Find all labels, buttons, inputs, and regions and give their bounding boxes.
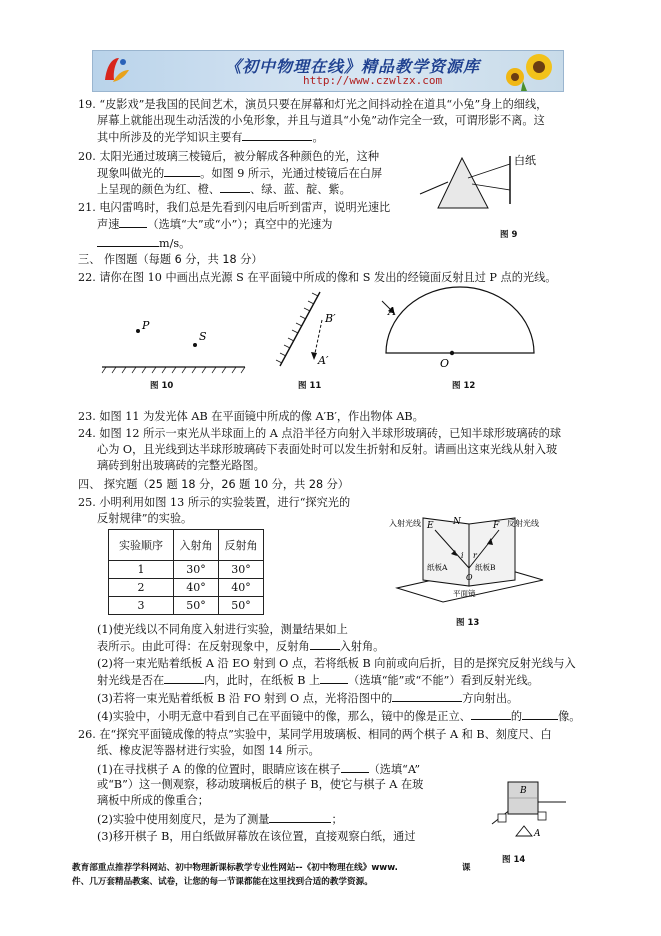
q20-text-3: 上呈现的颜色为红、橙、 (97, 183, 221, 196)
q21-blank-2[interactable] (97, 235, 159, 247)
q26-blank-1[interactable] (341, 761, 369, 773)
figure-14 (488, 768, 568, 848)
fig13-incident-label: 入射光线 (389, 519, 421, 528)
q19-line2: 屏幕上就能出现生动活泼的小兔形象，并且与道具“小兔”动作完全一致，可谓形影不离。这 (97, 114, 545, 127)
q25-part2-cont (97, 672, 539, 689)
q25-blank-4[interactable] (392, 690, 462, 702)
fig13-label-r: r (473, 551, 477, 560)
q25-part1: (1)使光线以不同角度入射进行实验，测量结果如上 (97, 623, 348, 636)
q21-unit: m/s。 (159, 237, 191, 250)
sunflower-icon (501, 51, 559, 91)
section-3-heading: 三、 作图题（每题 6 分，共 18 分） (78, 253, 263, 266)
q25-blank-6[interactable] (522, 708, 558, 720)
q26-part1-cont: 或“B”）这一侧观察，移动玻璃板后的棋子 B，使它与棋子 A 在玻 (97, 778, 424, 791)
q24-line2: 心为 O，且光线到达半球形玻璃砖下表面处时可以发生折射和反射。请画出这束光线从射入玻 (97, 443, 558, 456)
q25-text-8: (4)实验中，小明无意中看到自己在平面镜中的像，那么，镜中的像是正立、 (97, 710, 471, 723)
q19-line3 (97, 129, 324, 146)
q25-text-9: 的 (510, 710, 523, 723)
table-cell: 50° (174, 597, 219, 615)
fig13-board-a: 纸板A (427, 563, 448, 572)
q20-text-2: 。如图 9 所示，光通过棱镜后在白屏 (200, 167, 383, 180)
q25-part4 (97, 708, 580, 725)
q26-part2 (97, 811, 343, 828)
fig13-mirror-label: 平面镜 (453, 589, 476, 598)
fig12-caption: 图 12 (452, 381, 476, 391)
q26-text-3: (2)实验中使用刻度尺，是为了测量 (97, 813, 270, 826)
footer-text-1: 教育部重点推荐学科网站、初中物理新课标教学专业性网站--《初中物理在线》www. (72, 863, 398, 873)
fig12-label-o: O (440, 357, 450, 370)
q20-blank-1[interactable] (164, 165, 200, 177)
fig10-caption: 图 10 (150, 381, 174, 391)
site-logo-icon (99, 54, 133, 88)
fig10-point-s: S (199, 330, 207, 343)
q21-text: 声速 (97, 218, 120, 231)
fig11-caption: 图 11 (298, 381, 322, 391)
q25-text-7: 方向射出。 (462, 692, 519, 705)
table-cell: 1 (109, 561, 174, 579)
q26-text-4: ； (331, 813, 343, 826)
figure-9-prism (410, 150, 560, 235)
table-row (109, 579, 264, 597)
figure-13 (383, 510, 553, 615)
q25-text-4: 内，此时，在纸板 B 上 (204, 674, 321, 687)
table-header-cell: 入射角 (174, 530, 219, 561)
table-cell: 30° (219, 561, 264, 579)
q25-text-2: 入射角。 (339, 640, 385, 653)
fig13-label-f: F (493, 521, 500, 531)
q26-part3: (3)移开棋子 B，用白纸做屏幕放在该位置，直接观察白纸，通过 (97, 830, 416, 843)
table-cell: 2 (109, 579, 174, 597)
q25-line2: 反射规律”的实验。 (97, 512, 193, 525)
q26-line1: 26. 在“探究平面镜成像的特点”实验中，某同学用玻璃板、相同的两个棋子 A 和 B、刻度尺、白 (78, 728, 552, 741)
fig9-caption: 图 9 (500, 230, 518, 240)
table-row (109, 561, 264, 579)
q25-blank-3[interactable] (320, 672, 348, 684)
fig14-label-a: A (534, 829, 541, 839)
q20-text-4: 、绿、蓝、靛、紫。 (250, 183, 351, 196)
q25-line1: 25. 小明利用如图 13 所示的实验装置，进行“探究光的 (78, 496, 351, 509)
table-row (109, 597, 264, 615)
table-cell: 3 (109, 597, 174, 615)
q20-blank-2[interactable] (220, 181, 250, 193)
fig13-label-n: N (453, 517, 461, 527)
fig13-label-e: E (427, 521, 434, 531)
q25-part2: (2)将一束光贴着纸板 A 沿 EO 射到 O 点，若将纸板 B 向前或向后折，目的是探究反射光线与入 (97, 657, 576, 670)
q20-text: 现象叫做光的 (97, 167, 165, 180)
q26-text-2: （选填“A” (368, 763, 421, 776)
page-footer (72, 861, 612, 889)
fig11-label-a: A′ (318, 354, 329, 367)
table-cell: 40° (174, 579, 219, 597)
q25-text: 表所示。由此可得：在反射现象中，反射角 (97, 640, 310, 653)
banner-title: 《初中物理在线》精品教学资源库 (225, 57, 481, 76)
q20-line1: 20. 太阳光通过玻璃三棱镜后，被分解成各种颜色的光，这种 (78, 150, 380, 163)
q21-line1: 21. 电闪雷鸣时，我们总是先看到闪电后听到雷声，说明光速比 (78, 201, 391, 214)
q25-text-5: （选填“能”或“不能”）看到反射光线。 (348, 674, 539, 687)
q20-line2 (97, 165, 382, 182)
q26-blank-2[interactable] (269, 811, 331, 823)
q26-part1 (97, 761, 420, 778)
fig13-board-b: 纸板B (475, 563, 496, 572)
q24-line1: 24. 如图 12 所示一束光从半球面上的 A 点沿半径方向射入半球形玻璃砖，已知半球形玻璃砖的球 (78, 427, 562, 440)
q26-part1-cont2: 璃板中所成的像重合； (97, 794, 209, 807)
figure-12 (380, 283, 540, 373)
q25-text-10: 像。 (558, 710, 581, 723)
q25-text-6: (3)若将一束光贴着纸板 B 沿 FO 射到 O 点，光将沿图中的 (97, 692, 393, 705)
q19-text: 其中所涉及的光学知识主要有 (97, 131, 243, 144)
q23-text: 23. 如图 11 为发光体 AB 在平面镜中所成的像 A′B′，作出物体 AB。 (78, 410, 424, 423)
q19-line1: 19. “皮影戏”是我国的民间艺术，演员只要在屏幕和灯光之间抖动拴在道具“小兔”身上的细线， (78, 98, 548, 111)
q20-line3 (97, 181, 351, 198)
q19-text-end: 。 (312, 131, 324, 144)
footer-text-1-end: 课 (461, 863, 471, 873)
fig13-caption: 图 13 (456, 618, 480, 628)
q21-blank-1[interactable] (119, 216, 147, 228)
site-banner (92, 50, 564, 92)
footer-line2: 件、几万套精品教案、试卷，让您的每一节课都能在这里找到合适的教学资源。 (72, 877, 373, 887)
q25-text-3: 射光线是否在 (97, 674, 165, 687)
q26-line2: 纸、橡皮泥等器材进行实验，如图 14 所示。 (97, 744, 320, 757)
q25-data-table (108, 529, 264, 615)
table-cell: 40° (219, 579, 264, 597)
q25-blank-1[interactable] (310, 638, 340, 650)
q26-text: (1)在寻找棋子 A 的像的位置时，眼睛应该在棋子 (97, 763, 341, 776)
fig14-label-b: B (520, 786, 527, 796)
fig13-label-o: O (466, 573, 473, 582)
figure-11 (262, 288, 352, 378)
fig10-point-p: P (142, 319, 150, 332)
table-header-cell: 实验顺序 (109, 530, 174, 561)
q25-part3 (97, 690, 518, 707)
q25-blank-2[interactable] (164, 672, 204, 684)
fig9-screen-label: 白纸 (514, 154, 536, 167)
q19-answer-blank[interactable] (242, 129, 312, 141)
table-cell: 50° (219, 597, 264, 615)
section-4-heading: 四、 探究题（25 题 18 分，26 题 10 分，共 28 分） (78, 478, 349, 491)
q21-line3 (97, 235, 190, 252)
q22-text: 22. 请你在图 10 中画出点光源 S 在平面镜中所成的像和 S 发出的经镜面反射且过 P 点的光线。 (78, 271, 557, 284)
figure-10 (100, 305, 250, 375)
fig12-label-a: A (388, 305, 396, 318)
fig14-caption: 图 14 (502, 855, 526, 865)
fig13-reflected-label: 反射光线 (507, 519, 539, 528)
fig13-label-i: i (461, 551, 464, 560)
table-header-row (109, 530, 264, 561)
q24-line3: 璃砖到射出玻璃砖的完整光路图。 (97, 459, 265, 472)
q21-line2 (97, 216, 332, 233)
banner-url[interactable]: http://www.czwlzx.com (303, 74, 443, 87)
table-header-cell: 反射角 (219, 530, 264, 561)
q21-text-2: （选填“大”或“小”）；真空中的光速为 (147, 218, 333, 231)
q25-blank-5[interactable] (471, 708, 511, 720)
q25-part1-cont (97, 638, 384, 655)
fig11-label-b: B′ (325, 312, 336, 325)
table-cell: 30° (174, 561, 219, 579)
footer-line1 (72, 861, 612, 875)
